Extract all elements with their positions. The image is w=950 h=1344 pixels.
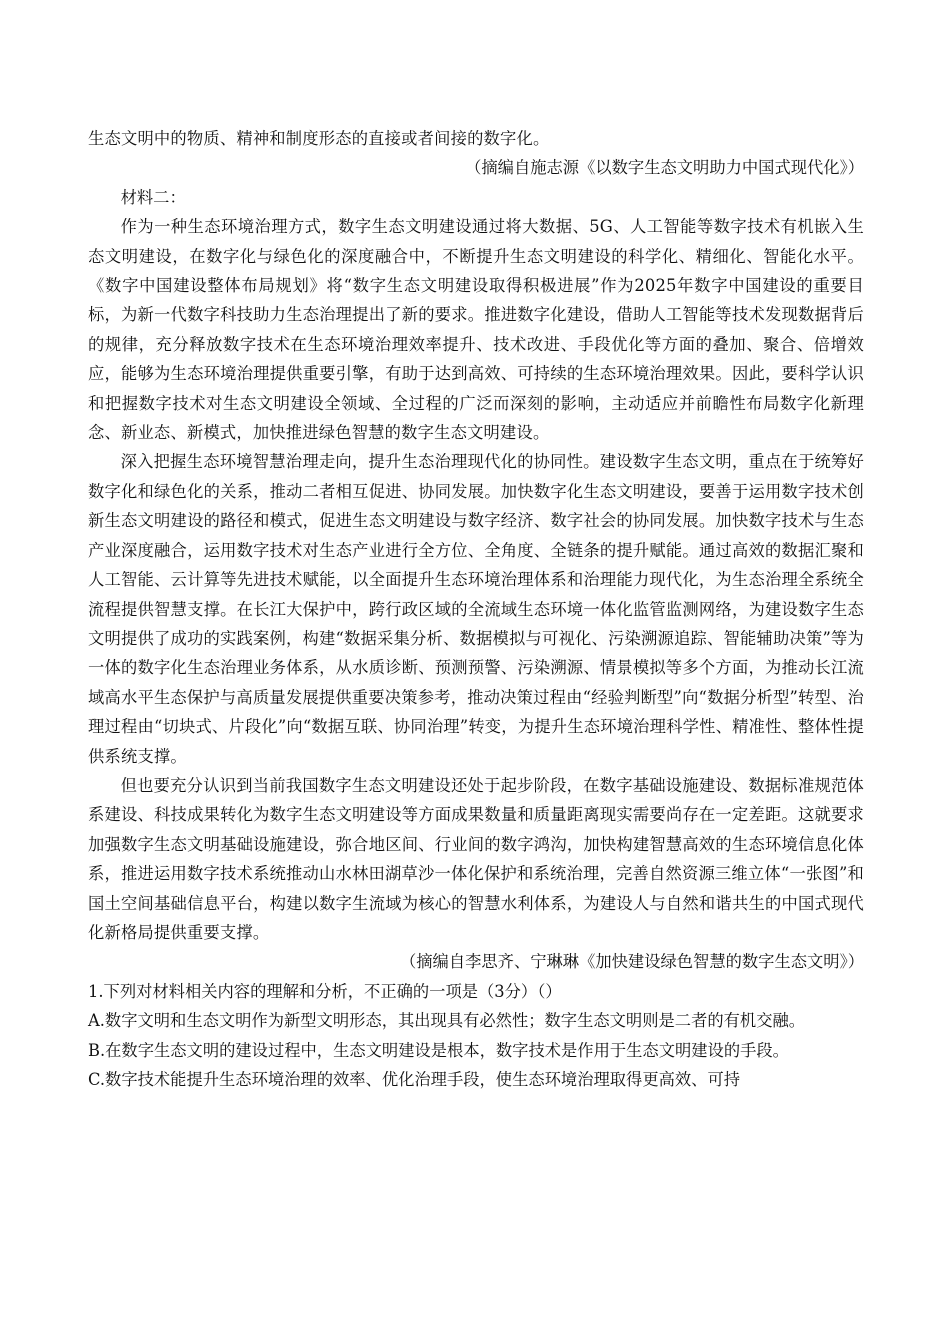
question-1-stem: 1.下列对材料相关内容的理解和分析，不正确的一项是（3分）（） <box>88 981 562 1001</box>
material-1-citation: （摘编自施志源《以数字生态文明助力中国式现代化》） <box>465 158 864 178</box>
material-2-paragraph-1: 作为一种生态环境治理方式，数字生态文明建设通过将大数据、5G、人工智能等数字技术有机嵌入生态文明建设，在数字化与绿色化的深度融合中，不断提升生态文明建设的科学化、精细化、智能化水平。《数字中国建设整体布局规划》将“数字生态文明建设取得积极进展”作为2025年数字中国建设的重要目标，为新一代数字科技助力生态治理提出了新的要求。推进数字化建设，借助人工智能等技术发现数据背后的规律，充分释放数字技术在生态环境治理效率提升、技术改进、手段优化等方面的叠加、聚合、倍增效应，能够为生态环境治理提供重要引擎，有助于达到高效、可持续的生态环境治理效果。因此，要科学认识和把握数字技术对生态文明建设全领域、全过程的广泛而深刻的影响，主动适应并前瞻性布局数字化新理念、新业态、新模式，加快推进绿色智慧的数字生态文明建设。 <box>88 217 864 443</box>
question-1-option-b: B.在数字生态文明的建设过程中，生态文明建设是根本，数字技术是作用于生态文明建设的手段。 <box>88 1040 789 1060</box>
question-1-option-c: C.数字技术能提升生态环境治理的效率、优化治理手段，使生态环境治理取得更高效、可持 <box>88 1070 741 1089</box>
material-2-citation: （摘编自李思齐、宁琳琳《加快建设绿色智慧的数字生态文明》） <box>399 952 864 972</box>
question-1-option-a: A.数字文明和生态文明作为新型文明形态，其出现具有必然性；数字生态文明则是二者的有机交融。 <box>88 1011 806 1031</box>
material-2-paragraph-3: 但也要充分认识到当前我国数字生态文明建设还处于起步阶段，在数字基础设施建设、数据标准规范体系建设、科技成果转化为数字生态文明建设等方面成果数量和质量距离现实需要尚存在一定差距。这就要求加强数字生态文明基础设施建设，弥合地区间、行业间的数字鸿沟，加快构建智慧高效的生态环境信息化体系，推进运用数字技术系统推动山水林田湖草沙一体化保护和系统治理，完善自然资源三维立体“一张图”和国土空间基础信息平台，构建以数字生流域为核心的智慧水利体系，为建设人与自然和谐共生的中国式现代化新格局提供重要支撑。 <box>88 775 864 942</box>
material-2-paragraph-2: 深入把握生态环境智慧治理走向，提升生态治理现代化的协同性。建设数字生态文明，重点在于统筹好数字化和绿色化的关系，推动二者相互促进、协同发展。加快数字化生态文明建设，要善于运用数字技术创新生态文明建设的路径和模式，促进生态文明建设与数字经济、数字社会的协同发展。加快数字技术与生态产业深度融合，运用数字技术对生态产业进行全方位、全角度、全链条的提升赋能。通过高效的数据汇聚和人工智能、云计算等先进技术赋能，以全面提升生态环境治理体系和治理能力现代化，为生态治理全系统全流程提供智慧支撑。在长江大保护中，跨行政区域的全流域生态环境一体化监管监测网络，为建设数字生态文明提供了成功的实践案例，构建“数据采集分析、数据模拟与可视化、污染溯源追踪、智能辅助决策”等为一体的数字化生态治理业务体系，从水质诊断、预测预警、污染溯源、情景模拟等多个方面，为推动长江流域高水平生态保护与高质量发展提供重要决策参考，推动决策过程由“经验判断型”向“数据分析型”转型、治理过程由“切块式、片段化”向“数据互联、协同治理”转变，为提升生态环境治理科学性、精准性、整体性提供系统支撑。 <box>88 452 864 766</box>
material-1-tail: 生态文明中的物质、精神和制度形态的直接或者间接的数字化。 <box>88 129 550 148</box>
material-2-title: 材料二： <box>120 187 186 207</box>
document-body <box>88 124 864 1094</box>
